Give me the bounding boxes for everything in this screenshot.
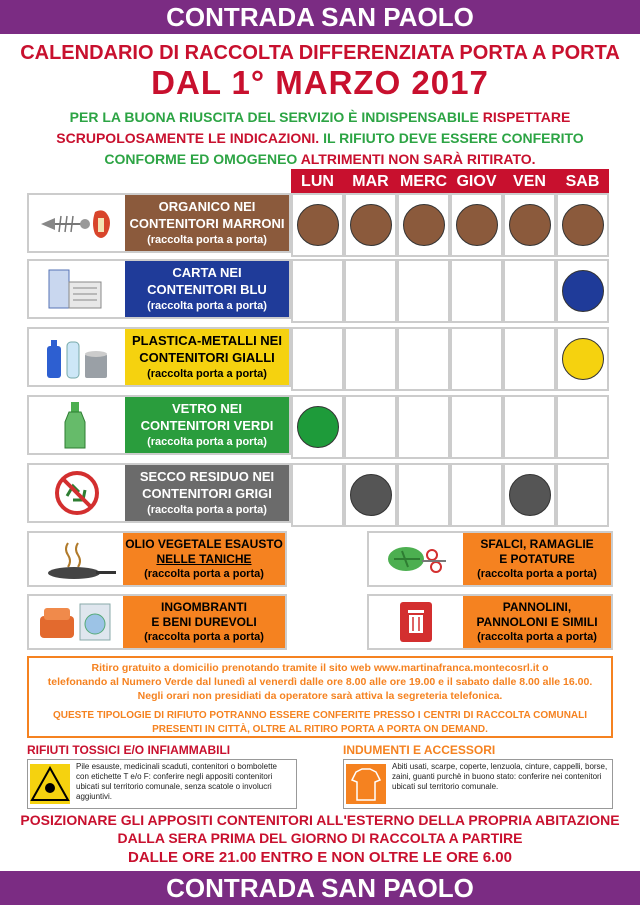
collection-dot (403, 204, 445, 246)
day-header-cell: VEN (503, 169, 556, 195)
day-cell (397, 259, 450, 323)
day-header (291, 169, 609, 195)
secco-sub: (raccolta porta a porta) (147, 503, 267, 516)
cells-plastica (291, 327, 609, 391)
day-cell (344, 395, 397, 459)
tshirt-icon (344, 760, 388, 808)
carta-label (125, 261, 289, 317)
waste-row-secco (27, 463, 291, 523)
furniture-appliance-icon (29, 596, 123, 648)
day-cell (503, 395, 556, 459)
plastica-label (125, 329, 289, 385)
olio-line1: OLIO VEGETALE ESAUSTO (125, 536, 283, 551)
day-cell (397, 327, 450, 391)
day-cell (503, 327, 556, 391)
collection-dot (562, 204, 604, 246)
organic-waste-icon (29, 195, 125, 251)
day-cell (291, 193, 344, 257)
ingombranti-line1: INGOMBRANTI (161, 599, 247, 614)
day-cell (503, 259, 556, 323)
carta-sub: (raccolta porta a porta) (147, 299, 267, 312)
collection-dot (509, 204, 551, 246)
day-cell (556, 193, 609, 257)
cells-organico (291, 193, 609, 257)
sfalci-sub: (raccolta porta a porta) (477, 567, 597, 580)
day-header-cell: MERC (397, 169, 450, 195)
info-line3: Negli orari non presidiati da operatore sarà attiva la segreteria telefonica. (137, 690, 503, 702)
day-cell (397, 463, 450, 527)
intro-text (0, 107, 640, 170)
sfalci-line2: E POTATURE (499, 551, 575, 566)
day-cell (556, 395, 609, 459)
organico-sub: (raccolta porta a porta) (147, 233, 267, 246)
hazard-icon (28, 760, 72, 808)
intro-l2a: SCRUPOLOSAMENTE LE INDICAZIONI. (56, 130, 320, 146)
extra-olio (27, 531, 287, 587)
pannolini-line2: PANNOLONI E SIMILI (476, 614, 598, 629)
top-band: CONTRADA SAN PAOLO (0, 0, 640, 34)
carta-line1: CARTA NEI (172, 264, 242, 280)
calendar-title: CALENDARIO DI RACCOLTA DIFFERENZIATA PORTA A PORTA (20, 42, 620, 64)
garden-clippings-icon (369, 533, 463, 585)
ingombranti-label (123, 596, 285, 648)
vetro-sub: (raccolta porta a porta) (147, 435, 267, 448)
olio-sub: (raccolta porta a porta) (144, 567, 264, 580)
secco-line1: SECCO RESIDUO NEI (139, 468, 275, 484)
olio-label (123, 533, 285, 585)
collection-dot (562, 338, 604, 380)
frying-pan-icon (29, 533, 123, 585)
cells-carta (291, 259, 609, 323)
sfalci-line1: SFALCI, RAMAGLIE (480, 536, 594, 551)
info-line1: Ritiro gratuito a domicilio prenotando tramite il sito web www.martinafranca.montecosrl.it o (91, 662, 549, 674)
red-bin-icon (369, 596, 463, 648)
day-cell (503, 463, 556, 527)
no-recycle-icon (29, 465, 125, 521)
day-cell (344, 193, 397, 257)
plastica-line1: PLASTICA-METALLI NEI (132, 332, 282, 348)
footer-line1: POSIZIONARE GLI APPOSITI CONTENITORI ALL'ESTERNO DELLA PROPRIA ABITAZIONE (20, 812, 620, 828)
footer-line3: DALLE ORE 21.00 ENTRO E NON OLTRE LE ORE 6.00 (128, 849, 512, 866)
day-cell (450, 327, 503, 391)
clothes-title: INDUMENTI E ACCESSORI (343, 743, 496, 757)
toxic-text: Pile esauste, medicinali scaduti, contenitori o bombolette con etichette T e/o F: conferire negli appositi contenitori ubicati sul territorio comunale, senza scatole o involucri aggiuntivi. (76, 762, 277, 801)
day-header-cell: MAR (344, 169, 397, 195)
collection-dot (350, 204, 392, 246)
intro-l2b: IL RIFIUTO DEVE ESSERE CONFERITO (323, 130, 584, 146)
pannolini-line1: PANNOLINI, (502, 599, 572, 614)
day-cell (450, 463, 503, 527)
collection-dot (350, 474, 392, 516)
pannolini-label (463, 596, 611, 648)
bottom-band: CONTRADA SAN PAOLO (0, 871, 640, 905)
start-date-title: DAL 1° MARZO 2017 (151, 64, 489, 101)
day-cell (503, 193, 556, 257)
clothes-box (343, 759, 613, 809)
intro-l3a: CONFORME ED OMOGENEO (104, 151, 298, 167)
organico-line2: CONTENITORI MARRONI (129, 215, 285, 231)
collection-dot (297, 204, 339, 246)
day-cell (344, 327, 397, 391)
day-cell (450, 395, 503, 459)
plastica-line2: CONTENITORI GIALLI (139, 349, 275, 365)
day-cell (397, 395, 450, 459)
intro-l3b: ALTRIMENTI NON SARÀ RITIRATO. (300, 151, 536, 167)
day-cell (344, 259, 397, 323)
paper-waste-icon (29, 261, 125, 317)
toxic-title: RIFIUTI TOSSICI E/O INFIAMMABILI (27, 743, 231, 757)
intro-l1a: PER LA BUONA RIUSCITA DEL SERVIZIO È INDISPENSABILE (69, 109, 479, 125)
extra-pannolini (367, 594, 613, 650)
carta-line2: CONTENITORI BLU (147, 281, 267, 297)
clothes-text: Abiti usati, scarpe, coperte, lenzuola, cinture, cappelli, borse, zaini, guanti purchè in buono stato: conferire nei contenitori ubicati sul territorio comunale. (392, 762, 608, 791)
day-cell (556, 327, 609, 391)
vetro-line1: VETRO NEI (171, 400, 243, 416)
collection-dot (509, 474, 551, 516)
waste-row-carta (27, 259, 291, 319)
organico-label (125, 195, 289, 251)
plastic-metal-icon (29, 329, 125, 385)
info-line5: PRESENTI IN CITTÀ, OLTRE AL RITIRO PORTA A PORTA ON DEMAND. (152, 724, 488, 735)
ingombranti-line2: E BENI DUREVOLI (151, 614, 257, 629)
day-cell (344, 463, 397, 527)
secco-label (125, 465, 289, 521)
day-cell (397, 193, 450, 257)
day-cell (291, 395, 344, 459)
toxic-box (27, 759, 297, 809)
info-line2: telefonando al Numero Verde dal lunedì al venerdì dalle ore 8.00 alle ore 19.00 e il sabato dalle 8.00 alle 16.00. (47, 676, 593, 688)
waste-row-organico (27, 193, 291, 253)
extra-ingombranti (27, 594, 287, 650)
organico-line1: ORGANICO NEI (158, 198, 256, 214)
day-header-cell: GIOV (450, 169, 503, 195)
day-cell (450, 259, 503, 323)
day-header-cell: SAB (556, 169, 609, 195)
glass-bottle-icon (29, 397, 125, 453)
cells-secco (291, 463, 609, 527)
intro-l1b: RISPETTARE (482, 109, 571, 125)
day-cell (556, 463, 609, 527)
ingombranti-sub: (raccolta porta a porta) (144, 630, 264, 643)
olio-line2: NELLE TANICHE (156, 551, 252, 566)
day-cell (556, 259, 609, 323)
footer-line2: DALLA SERA PRIMA DEL GIORNO DI RACCOLTA A PARTIRE (117, 830, 523, 846)
waste-row-plastica (27, 327, 291, 387)
info-line4: QUESTE TIPOLOGIE DI RIFIUTO POTRANNO ESSERE CONFERITE PRESSO I CENTRI DI RACCOLTA COMUNALI (52, 710, 588, 721)
day-header-cell: LUN (291, 169, 344, 195)
waste-row-vetro (27, 395, 291, 455)
extra-sfalci (367, 531, 613, 587)
day-cell (291, 259, 344, 323)
day-cell (291, 463, 344, 527)
on-demand-info (27, 656, 613, 738)
day-cell (291, 327, 344, 391)
secco-line2: CONTENITORI GRIGI (142, 485, 272, 501)
vetro-label (125, 397, 289, 453)
cells-vetro (291, 395, 609, 459)
collection-dot (562, 270, 604, 312)
sfalci-label (463, 533, 611, 585)
day-cell (450, 193, 503, 257)
plastica-sub: (raccolta porta a porta) (147, 367, 267, 380)
collection-dot (297, 406, 339, 448)
collection-dot (456, 204, 498, 246)
pannolini-sub: (raccolta porta a porta) (477, 630, 597, 643)
vetro-line2: CONTENITORI VERDI (140, 417, 274, 433)
